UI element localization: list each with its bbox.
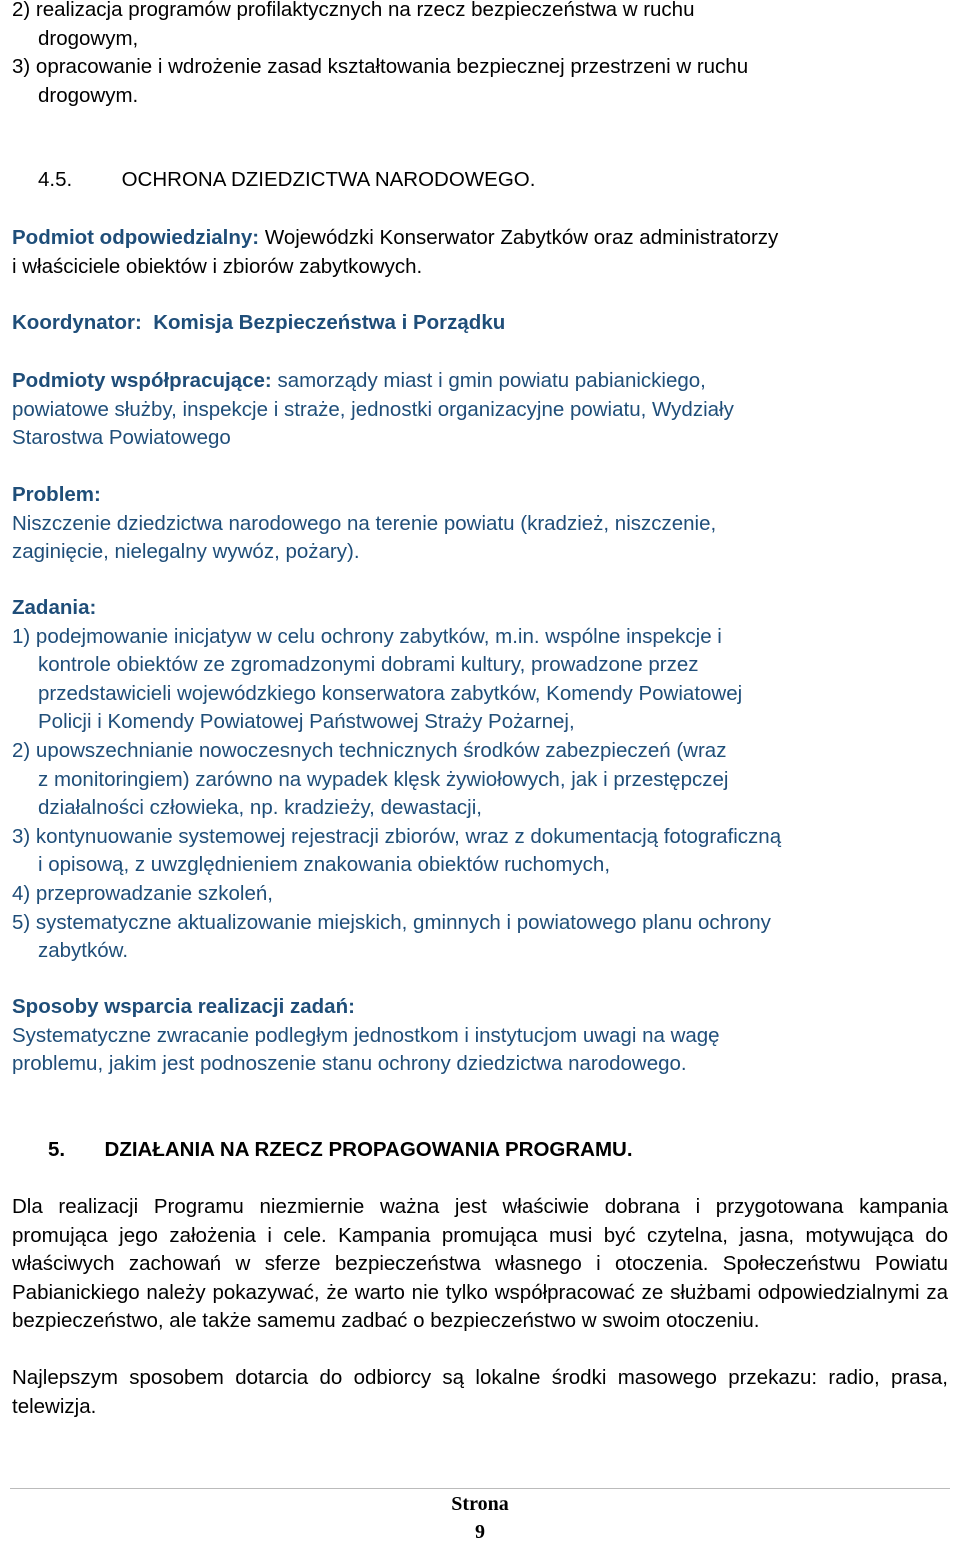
task-item-5: 5) systematyczne aktualizowanie miejskich, gminnych i powiatowego planu ochrony zabytków. — [12, 910, 771, 963]
footer-label: Strona — [451, 1493, 509, 1515]
task-item-2: 2) upowszechnianie nowoczesnych technicznych środków zabezpieczeń (wraz z monitoringiem) zarówno na wypadek klęsk żywiołowych, jak i przestępczej działalności człowieka, np. kradzieży, dewastacji, — [12, 738, 729, 820]
section-heading-4-5 — [38, 166, 535, 195]
tasks-label: Zadania: — [12, 596, 97, 619]
task-item-1: 1) podejmowanie inicjatyw w celu ochrony zabytków, m.in. wspólne inspekcje i kontrole obiektów ze zgromadzonymi dobrami kultury, prowadzone przez przedstawicieli wojewódzkiego konserwatora zabytków, Komendy Powiatowej Policji i Komendy Powiatowej Państwowej Straży Pożarnej, — [12, 624, 743, 734]
section-title: DZIAŁANIA NA RZECZ PROPAGOWANIA PROGRAMU. — [104, 1138, 633, 1161]
support-label: Sposoby wsparcia realizacji zadań: — [12, 995, 355, 1018]
page-number: 9 — [475, 1521, 485, 1543]
paragraph-media: Najlepszym sposobem dotarcia do odbiorcy są lokalne środki masowego przekazu: radio, prasa, telewizja. — [12, 1366, 948, 1418]
coordinator-value: Komisja Bezpieczeństwa i Porządku — [153, 311, 506, 334]
page-footer — [430, 1490, 530, 1546]
tasks-block — [12, 594, 781, 966]
section-number: 4.5. — [38, 168, 73, 191]
paragraph-campaign: Dla realizacji Programu niezmiernie ważna jest właściwie dobrana i przygotowana kampania promująca jego założenia i cele. Kampania promująca musi być czytelna, jasna, motywująca do właściwych zachowań w sferze bezpieczeństwa własnego i otoczenia. Społeczeństwu Powiatu Pabianickiego należy pokazywać, że warto nie tylko współpracować ze służbami odpowiedzialnymi za bezpieczeństwo, ale także samemu zadbać o bezpieczeństwo w swoim otoczeniu. — [12, 1195, 948, 1333]
problem-block: Problem: Niszczenie dziedzictwa narodowego na terenie powiatu (kradzież, niszczenie, zaginięcie, nielegalny wywóz, pożary). — [12, 483, 717, 564]
support-block: Sposoby wsparcia realizacji zadań: Systematyczne zwracanie podległym jednostkom i instytucjom uwagi na wagę problemu, jakim jest podnoszenie stanu ochrony dziedzictwa narodowego. — [12, 995, 720, 1076]
intro-item-2: 2) realizacja programów profilaktycznych na rzecz bezpieczeństwa w ruchu drogowym, — [12, 0, 695, 50]
responsible-block: Podmiot odpowiedzialny: Wojewódzki Konserwator Zabytków oraz administratorzy i właściciele obiektów i zbiorów zabytkowych. — [12, 226, 779, 278]
partners-block: Podmioty współpracujące: samorządy miast i gmin powiatu pabianickiego, powiatowe służby, inspekcje i straże, jednostki organizacyjne powiatu, Wydziały Starostwa Powiatowego — [12, 369, 734, 450]
coordinator-line — [12, 309, 505, 338]
intro-item-3: 3) opracowanie i wdrożenie zasad kształtowania bezpiecznej przestrzeni w ruchu drogowym. — [12, 55, 749, 107]
responsible-value: Wojewódzki Konserwator Zabytków oraz administratorzy — [264, 226, 779, 249]
problem-label: Problem: — [12, 483, 101, 506]
task-item-4: 4) przeprowadzanie szkoleń, — [12, 881, 273, 905]
task-item-3: 3) kontynuowanie systemowej rejestracji zbiorów, wraz z dokumentacją fotograficzną i opisową, z uwzględnieniem znakowania obiektów ruchomych, — [12, 824, 782, 877]
footer-rule — [10, 1488, 950, 1489]
section-heading-5 — [48, 1136, 633, 1165]
section-number: 5. — [48, 1138, 66, 1161]
section-title: OCHRONA DZIEDZICTWA NARODOWEGO. — [121, 168, 536, 191]
coordinator-label: Koordynator: — [12, 311, 142, 334]
partners-label: Podmioty współpracujące: — [12, 369, 272, 392]
responsible-label: Podmiot odpowiedzialny: — [12, 226, 260, 249]
